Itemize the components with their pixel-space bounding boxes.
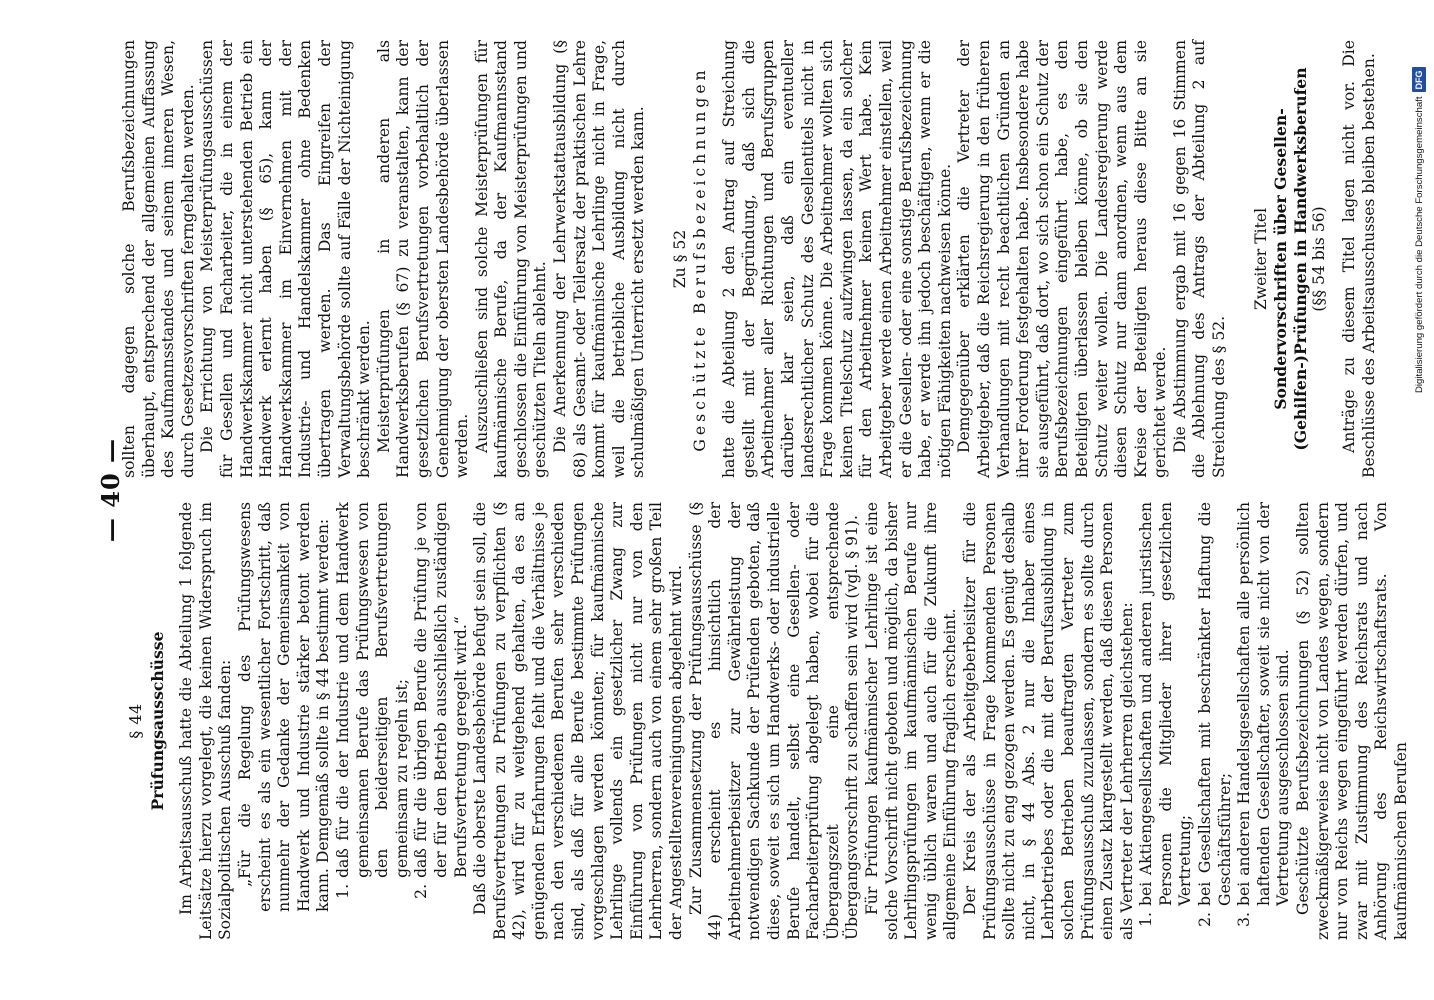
list-text: bei anderen Handelsgesellschaften alle persönlich haftenden Gesellschafter, soweit sie nicht von der Vertretung ausgeschlossen sind. [1235, 502, 1293, 906]
list-text: bei Gesellschaften mit beschränkter Haftung die Geschäftsführer; [1196, 502, 1234, 906]
section-52-heading: Zu § 52 [671, 229, 690, 289]
paragraph: sollten dagegen solche Berufsbezeichnungen überhaupt, entsprechend der allgemeinen Auffassung des Kaufmannsstandes und seinem inneren Wesen, durch Gesetzesvorschriften ferngehalten werden. [120, 40, 197, 478]
paragraph: Zur Zusammensetzung der Prüfungsausschüsse (§ 44) erscheint es hinsichtlich der Arbeitnehmerbeisitzer zur Gewährleistung der notwendigen Sachkunde der Prüfenden geboten, daß diese, soweit es sich um Handwerks- oder industrielle Berufe handelt, selbst eine Gesellen- oder Facharbeiterprüfung abgelegt haben, wobei für die Übergangszeit eine entsprechende Übergangsvorschrift zu schaffen sein wird (vgl. § 91). [686, 502, 862, 940]
title-range: (§§ 54 bis 56) [1310, 206, 1329, 312]
paragraph: Demgegenüber erklärten die Vertreter der Arbeitgeber, daß die Reichsregierung in den früheren Verhandlungen mit recht beachtlichen Gründen an ihrer Forderung festgehalten habe. Insbesondere habe sie ausgeführt, daß dort, wo sich schon ein Schutz der Berufsbezeichnungen eingeführt habe, es den Beteiligten überlassen bleiben könne, ob sie den Schutz weiter wollen. Die Landesregierung werde diesen Schutz nur dann anordnen, wenn aus dem Kreise der Beteiligten heraus diese Bitte an sie gerichtet werde. [955, 40, 1170, 478]
paragraph: Die Anerkennung der Lehrwerkstattausbildung (§ 68) als Gesamt- oder Teilersatz der praktischen Lehre kommt für kaufmännische Lehrlinge nicht in Frage, weil die betriebliche Ausbildung nicht durch schulmäßigen Unterricht ersetzt werden kann. [551, 40, 648, 478]
paragraph: Anträge zu diesem Titel lagen nicht vor. Die Beschlüsse des Arbeitsausschusses bleiben bestehen. [1340, 40, 1378, 478]
list-number: 1. [1137, 912, 1156, 927]
list-item [1235, 502, 1294, 940]
section-52-title: Geschützte Berufsbezeichnungen [690, 66, 709, 452]
page-number: — 40 — [95, 437, 125, 543]
dfg-logo: DFG [1412, 68, 1426, 93]
paragraph: Daß die oberste Landesbehörde befugt sein soll, die Berufsvertretungen zu Prüfungen zu verpflichten (§ 42), wird für zu weitgehend gehalten, da es an genügenden Erfahrungen fehlt und die Verhältnisse je nach den verschiedenen Berufen sehr verschieden sind, als daß für alle Berufe bestimmte Prüfungen vorgeschlagen werden könnten; für kaufmännische Lehrlinge vollends ein gesetzlicher Zwang zur Einführung von Prüfungen nicht nur von den Lehrherren, sondern auch von einem sehr großen Teil der Angestelltenvereinigungen abgelehnt wird. [471, 502, 686, 940]
paragraph: Auszuschließen sind solche Meisterprüfungen für kaufmännische Berufe, da der Kaufmannsstand geschlossen die Einführung von Meisterprüfungen und geschützten Titeln ablehnt. [472, 40, 550, 478]
title-heading: Zweiter Titel [1251, 207, 1270, 311]
list-number: 1. [333, 883, 352, 899]
paragraph: Die Errichtung von Meisterprüfungsausschüssen für Gesellen und Facharbeiter, die in einem der Handwerkskammer nicht unterstehenden Betrieb ein Handwerk erlernt haben (§ 65), kann der Handwerkskammer im Einvernehmen mit der Industrie- und Handelskammer ohne Bedenken übertragen werden. Das Eingreifen der Verwaltungsbehörde sollte auf Fälle der Nichteinigung beschränkt werden. [198, 40, 374, 478]
title-subheading: Sondervorschriften über Gesellen-(Gehilfen-)Prüfungen in Handwerksberufen [1271, 67, 1310, 451]
document-page [90, 40, 1410, 940]
digitization-note [1410, 0, 1430, 393]
list-item [1196, 502, 1235, 940]
paragraph: Meisterprüfungen in anderen als Handwerksberufen (§ 67) zu veranstalten, kann der gesetzlichen Berufsvertretungen vorbehaltlich der Genehmigung der obersten Landesbehörde überlassen werden. [374, 40, 472, 478]
paragraph: Im Arbeitsausschuß hatte die Abteilung 1 folgende Leitsätze hierzu vorgelegt, die keinen Widerspruch im Sozialpolitischen Ausschuß fanden: [177, 502, 235, 940]
left-column [120, 502, 1410, 940]
list-number: 3. [1235, 912, 1254, 927]
section-44-heading: § 44 [126, 703, 145, 739]
list-number: 2. [1196, 912, 1215, 927]
paragraph: Geschützte Berufsbezeichnungen (§ 52) sollten zweckmäßigerweise nicht von Landes wegen, sondern nur von Reichs wegen eingeführt werden dürfen, und zwar mit Zustimmung des Reichsrats und nach Anhörung des Reichswirtschaftsrats. Von kaufmännischen Berufen [1294, 502, 1410, 940]
list-number: 2. [412, 883, 431, 899]
paragraph: Für Prüfungen kaufmännischer Lehrlinge ist eine solche Vorschrift nicht geboten und möglich, da bisher Lehrlingsprüfungen im kaufmännischen Berufe nur wenig üblich waren und auch für die Zukunft ihre allgemeine Einführung fraglich erscheint. [862, 502, 960, 940]
list-text: daß für die der Industrie und dem Handwerk gemeinsamen Berufe das Prüfungswesen von den beiderseitigen Berufsvertretungen gemeinsam zu regeln ist; [333, 502, 411, 878]
list-text: daß für die übrigen Berufe die Prüfung je von der für den Betrieb ausschließlich zuständigen Berufsvertretung geregelt wird.“ [412, 502, 470, 878]
digitization-sidebar [1410, 0, 1430, 1000]
paragraph: hatte die Abteilung 2 den Antrag auf Streichung gestellt mit der Begründung, daß sich die Arbeitnehmer aller Richtungen und Berufsgruppen darüber klar seien, daß ein eventueller landesrechtlicher Schutz des Gesellentitels nicht in Frage kommen könne. Die Arbeitnehmer wollten sich keinen Titelschutz aufzwingen lassen, da ein solcher für den Arbeitnehmer keinen Wert habe. Kein Arbeitgeber werde einen Arbeitnehmer einstellen, weil er die Gesellen- oder eine sonstige Berufsbezeichnung habe, er werde ihn jedoch beschäftigen, wenn er die nötigen Fähigkeiten nachweisen könne. [720, 40, 954, 478]
quote-paragraph: „Für die Regelung des Prüfungswesens erscheint es als ein wesentlicher Fortschritt, daß nunmehr der Gedanke der Gemeinsamkeit von Handwerk und Industrie stärker betont werden kann. Demgemäß sollte in § 44 bestimmt werden: [235, 502, 333, 912]
list-text: bei Aktiengesellschaften und anderen juristischen Personen die Mitglieder ihrer gesetzlichen Vertretung; [1137, 502, 1195, 906]
paragraph: Die Abstimmung ergab mit 16 gegen 16 Stimmen die Ablehnung des Antrags der Abteilung 2 auf Streichung des § 52. [1170, 40, 1229, 478]
list-item [412, 502, 471, 940]
section-44-title: Prüfungsausschüsse [147, 631, 167, 811]
list-item [334, 502, 412, 940]
list-item [1137, 502, 1196, 940]
paragraph: Der Kreis der als Arbeitgeberbeisitzer für die Prüfungsausschüsse in Frage kommenden Personen sollte nicht zu eng gezogen werden. Es genügt deshalb nicht, in § 44 Abs. 2 nur die Inhaber eines Lehrbetriebes oder die mit der Berufsausbildung in solchen Betrieben beauftragten Vertreter zum Prüfungsausschuß zuzulassen, sondern es sollte durch einen Zusatz klargestellt werden, daß diesen Personen als Vertreter der Lehrherren gleichstehen: [960, 502, 1136, 940]
right-column [120, 40, 1378, 478]
digitization-text: Digitalisierung gefördert durch die Deutsche Forschungsgemeinschaft [1414, 96, 1425, 393]
